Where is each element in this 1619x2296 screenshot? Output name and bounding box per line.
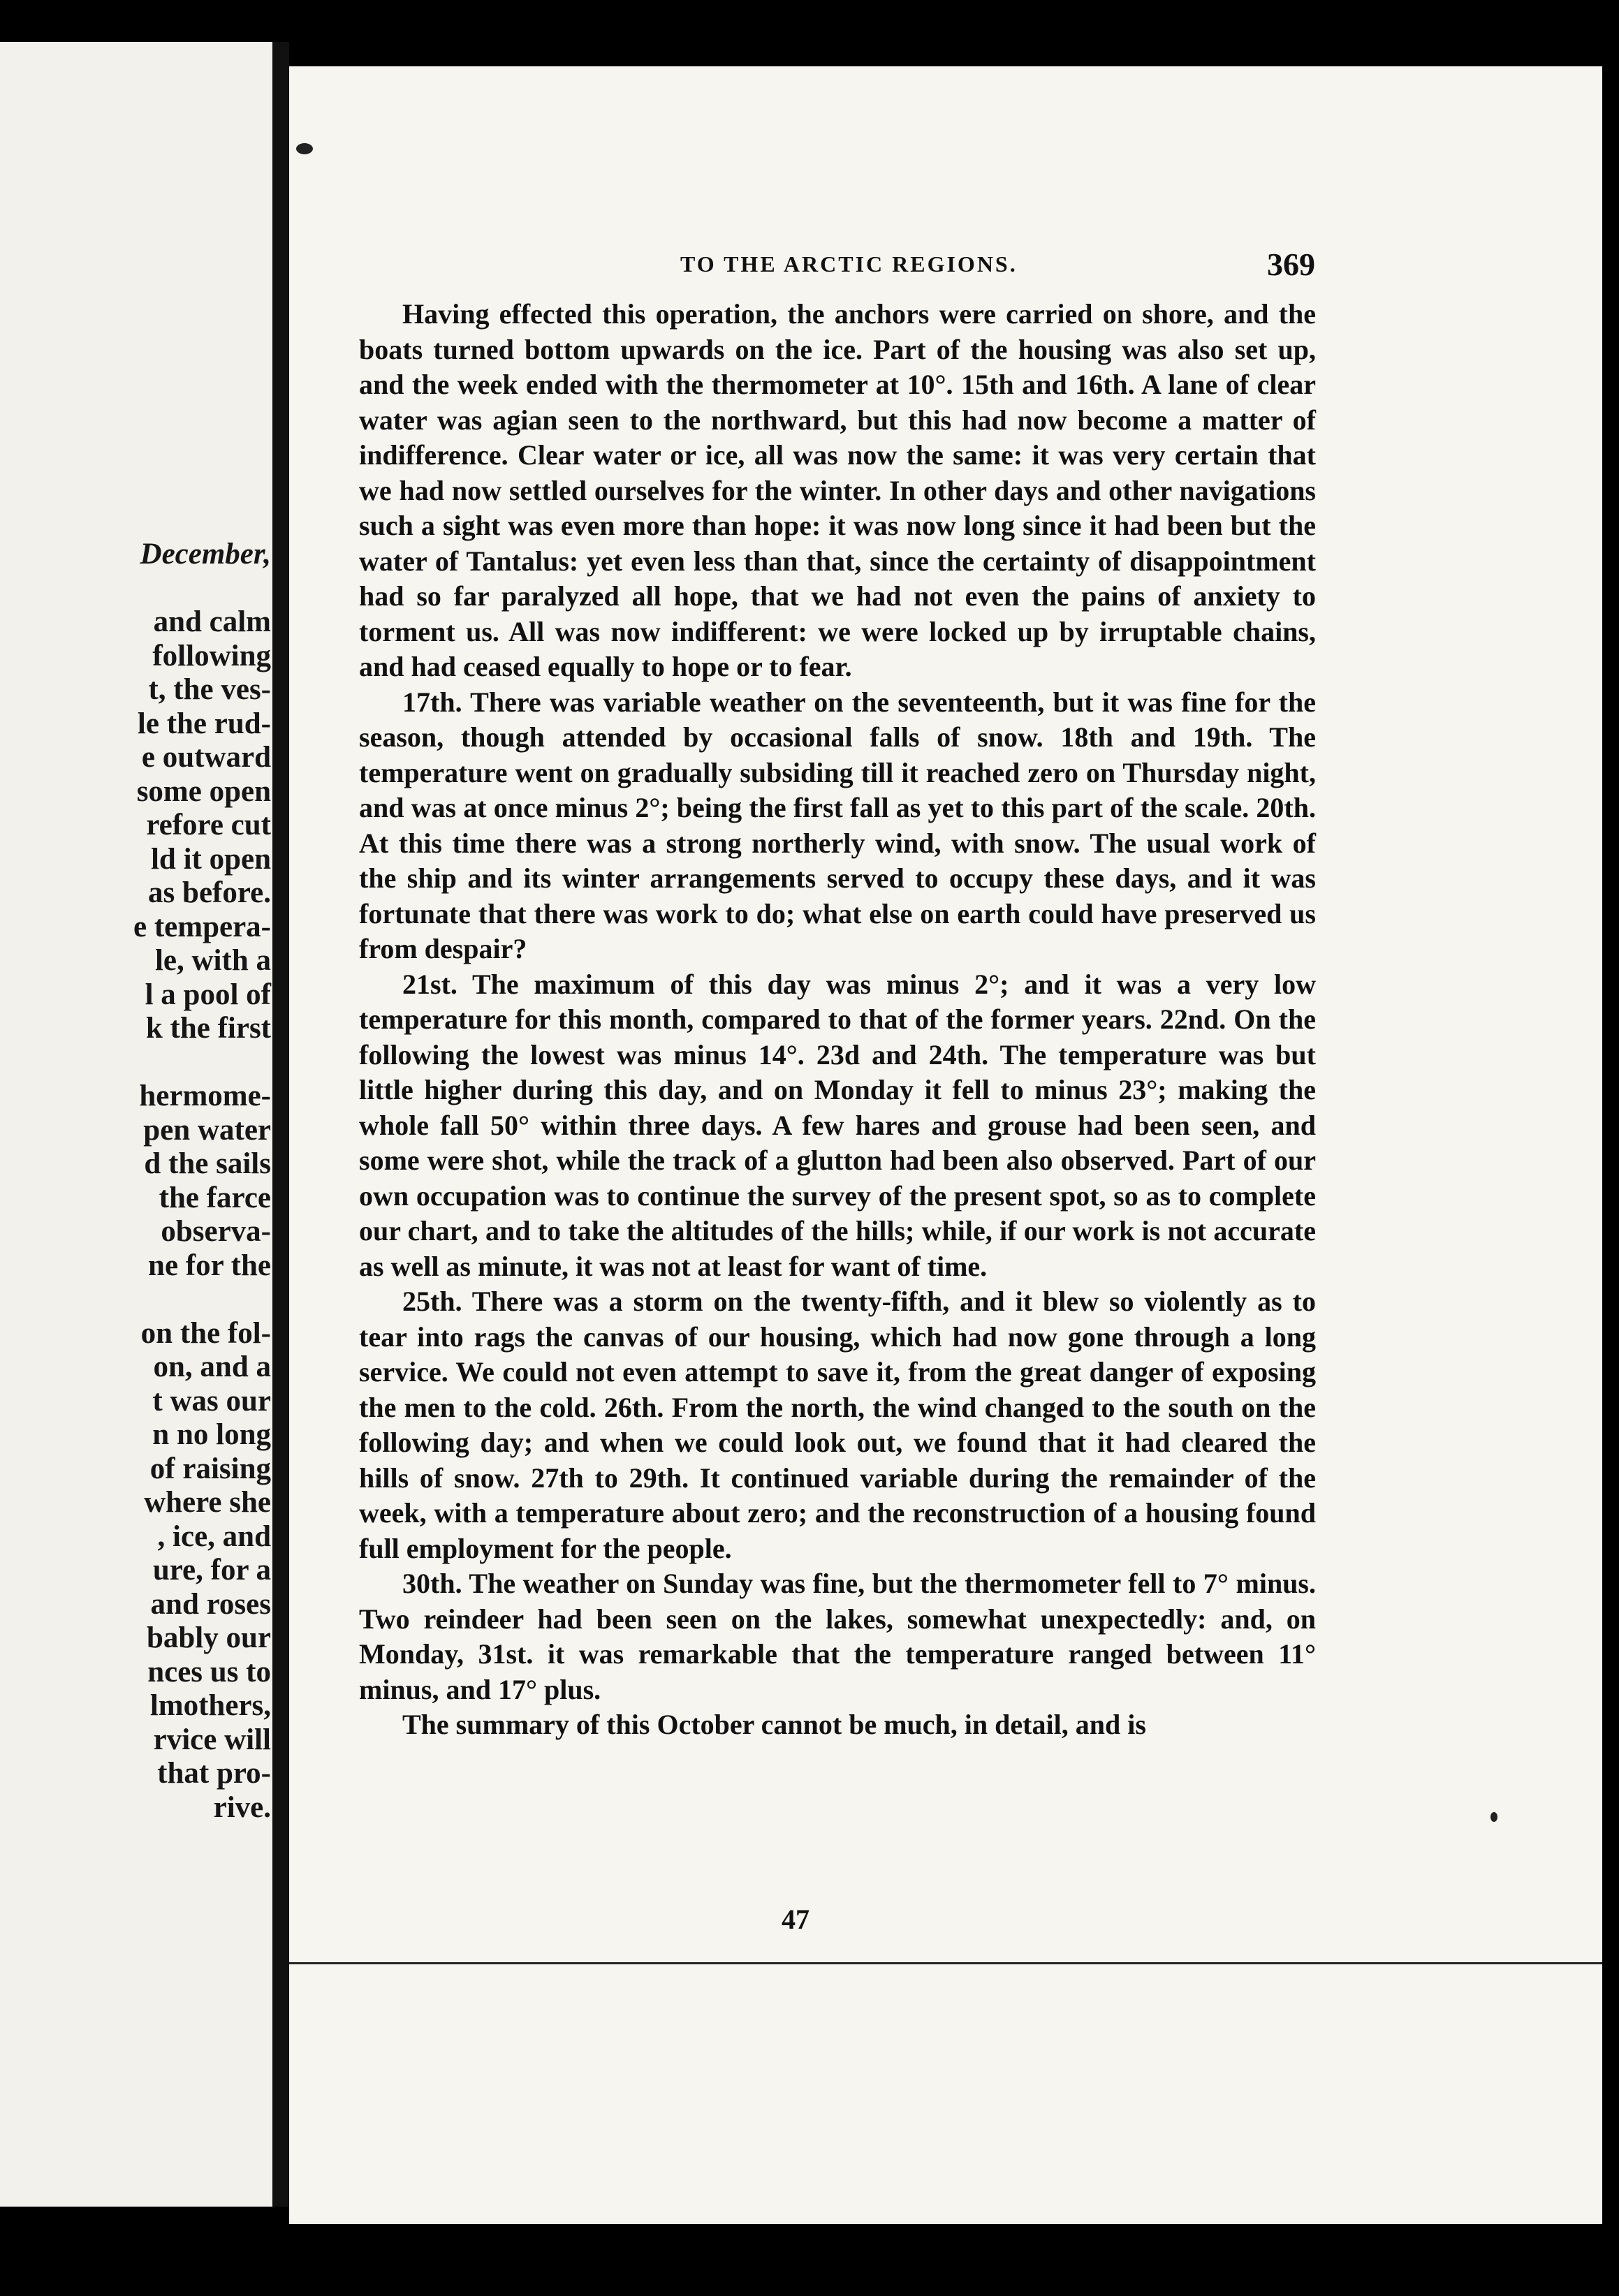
facing-page-line: as before. bbox=[148, 876, 271, 909]
facing-page-line: and calm bbox=[153, 605, 271, 638]
paragraph: The summary of this October cannot be much, in detail, and is bbox=[402, 1709, 1146, 1740]
facing-page-line: observa- bbox=[161, 1215, 271, 1248]
paragraph: Having effected this operation, the anchors were carried on shore, and the boats turned bottom upwards on the ice. Part of the housing was also set up, and the week ended with the thermometer at 10°. 15th and 16th. A lane of clear water was agian seen to the northward, but this had now become a matter of indifference. Clear water or ice, all was now the same: it was very certain that we had now settled ourselves for the winter. In other days and other navigations such a sight was even more than hope: it was now long since it had been but the water of Tantalus: yet even less than that, since the certainty of disappointment had so far paralyzed all hope, that we had not even the pains of anxiety to torment us. All was now indifferent: we were locked up by irruptable chains, and had ceased equally to hope or to fear. bbox=[359, 298, 1316, 682]
signature-mark: 47 bbox=[782, 1904, 810, 1935]
facing-page-line: , ice, and bbox=[157, 1519, 271, 1553]
paragraph: 30th. The weather on Sunday was fine, but the thermometer fell to 7° minus. Two reindeer had been seen on the lakes, somewhat unexpectedly: and, on Monday, 31st. it was remarkable that the temperature ranged between 11° minus, and 17° plus. bbox=[359, 1568, 1316, 1705]
facing-page-line: on the fol- bbox=[140, 1316, 271, 1350]
facing-page-line: e outward bbox=[141, 741, 271, 774]
facing-page-line: hermome- bbox=[139, 1080, 271, 1112]
facing-page-line: t, the ves- bbox=[148, 673, 271, 706]
facing-page-line: n no long bbox=[152, 1418, 271, 1451]
facing-page-line: some open bbox=[136, 774, 271, 808]
ink-blot bbox=[1490, 1812, 1497, 1822]
body-text bbox=[359, 297, 1316, 1743]
facing-page-line: ld it open bbox=[150, 842, 271, 876]
facing-page-line: d the sails bbox=[144, 1147, 271, 1180]
paragraph: 17th. There was variable weather on the seventeenth, but it was fine for the season, though attended by occasional falls of snow. 18th and 19th. The temperature went on gradually subsiding till it reached zero on Thursday night, and was at once minus 2°; being the first fall as yet to this part of the scale. 20th. At this time there was a strong northerly wind, with snow. The usual work of the ship and its winter arrangements served to occupy these days, and it was fortunate that there was work to do; what else on earth could have preserved us from despair? bbox=[359, 686, 1316, 964]
page-number: 369 bbox=[1267, 246, 1315, 282]
facing-page-line: of raising bbox=[149, 1452, 271, 1485]
facing-page-line: the farce bbox=[159, 1181, 271, 1214]
facing-page-line: k the first bbox=[145, 1012, 271, 1045]
facing-page-line: ne for the bbox=[148, 1249, 271, 1282]
facing-page-line: following bbox=[152, 639, 271, 672]
facing-page-line: refore cut bbox=[146, 809, 271, 841]
facing-page-line: ure, for a bbox=[152, 1554, 271, 1587]
facing-page-line: bably our bbox=[146, 1621, 271, 1654]
facing-page-line: that pro- bbox=[157, 1757, 271, 1790]
facing-page-line: and roses bbox=[150, 1587, 271, 1621]
page-border-rule bbox=[289, 1962, 1602, 1964]
facing-page-line: nces us to bbox=[147, 1655, 271, 1688]
facing-page-line: pen water bbox=[143, 1113, 271, 1147]
ink-blot bbox=[296, 143, 313, 154]
facing-page-line: on, and a bbox=[153, 1351, 271, 1383]
facing-page-line: lmothers, bbox=[149, 1689, 271, 1722]
facing-page-line: rive. bbox=[213, 1790, 271, 1824]
facing-page-line: l a pool of bbox=[145, 978, 271, 1011]
running-head: TO THE ARCTIC REGIONS. bbox=[680, 251, 1018, 277]
facing-page-line: where she bbox=[144, 1486, 271, 1519]
facing-page-line: t was our bbox=[152, 1384, 271, 1418]
facing-page-line: rvice will bbox=[153, 1723, 271, 1756]
paragraph: 25th. There was a storm on the twenty-fifth, and it blew so violently as to tear into rags the canvas of our housing, which had now gone through a long service. We could not even attempt to save it, from the great danger of exposing the men to the cold. 26th. From the north, the wind changed to the south on the following day; and when we could look out, we found that it had cleared the hills of snow. 27th to 29th. It continued variable during the remainder of the week, with a temperature about zero; and the reconstruction of a housing found full employment for the people. bbox=[359, 1286, 1316, 1564]
facing-page-line: December, bbox=[140, 538, 271, 571]
facing-page-line: e tempera- bbox=[133, 910, 271, 943]
main-page bbox=[289, 66, 1602, 2224]
page-gutter bbox=[272, 42, 289, 2207]
facing-page-line: le, with a bbox=[154, 944, 271, 977]
facing-page-line: le the rud- bbox=[137, 707, 271, 740]
paragraph: 21st. The maximum of this day was minus 2°; and it was a very low temperature for this month, compared to that of the former years. 22nd. On the following the lowest was minus 14°. 23d and 24th. The temperature was but little higher during this day, and on Monday it fell to minus 23°; making the whole fall 50° within three days. A few hares and grouse had been seen, and some were shot, while the track of a glutton had been also observed. Part of our own occupation was to continue the survey of the present spot, so as to complete our chart, and to take the altitudes of the hills; while, if our work is not accurate as well as minute, it was not at least for want of time. bbox=[359, 968, 1316, 1282]
